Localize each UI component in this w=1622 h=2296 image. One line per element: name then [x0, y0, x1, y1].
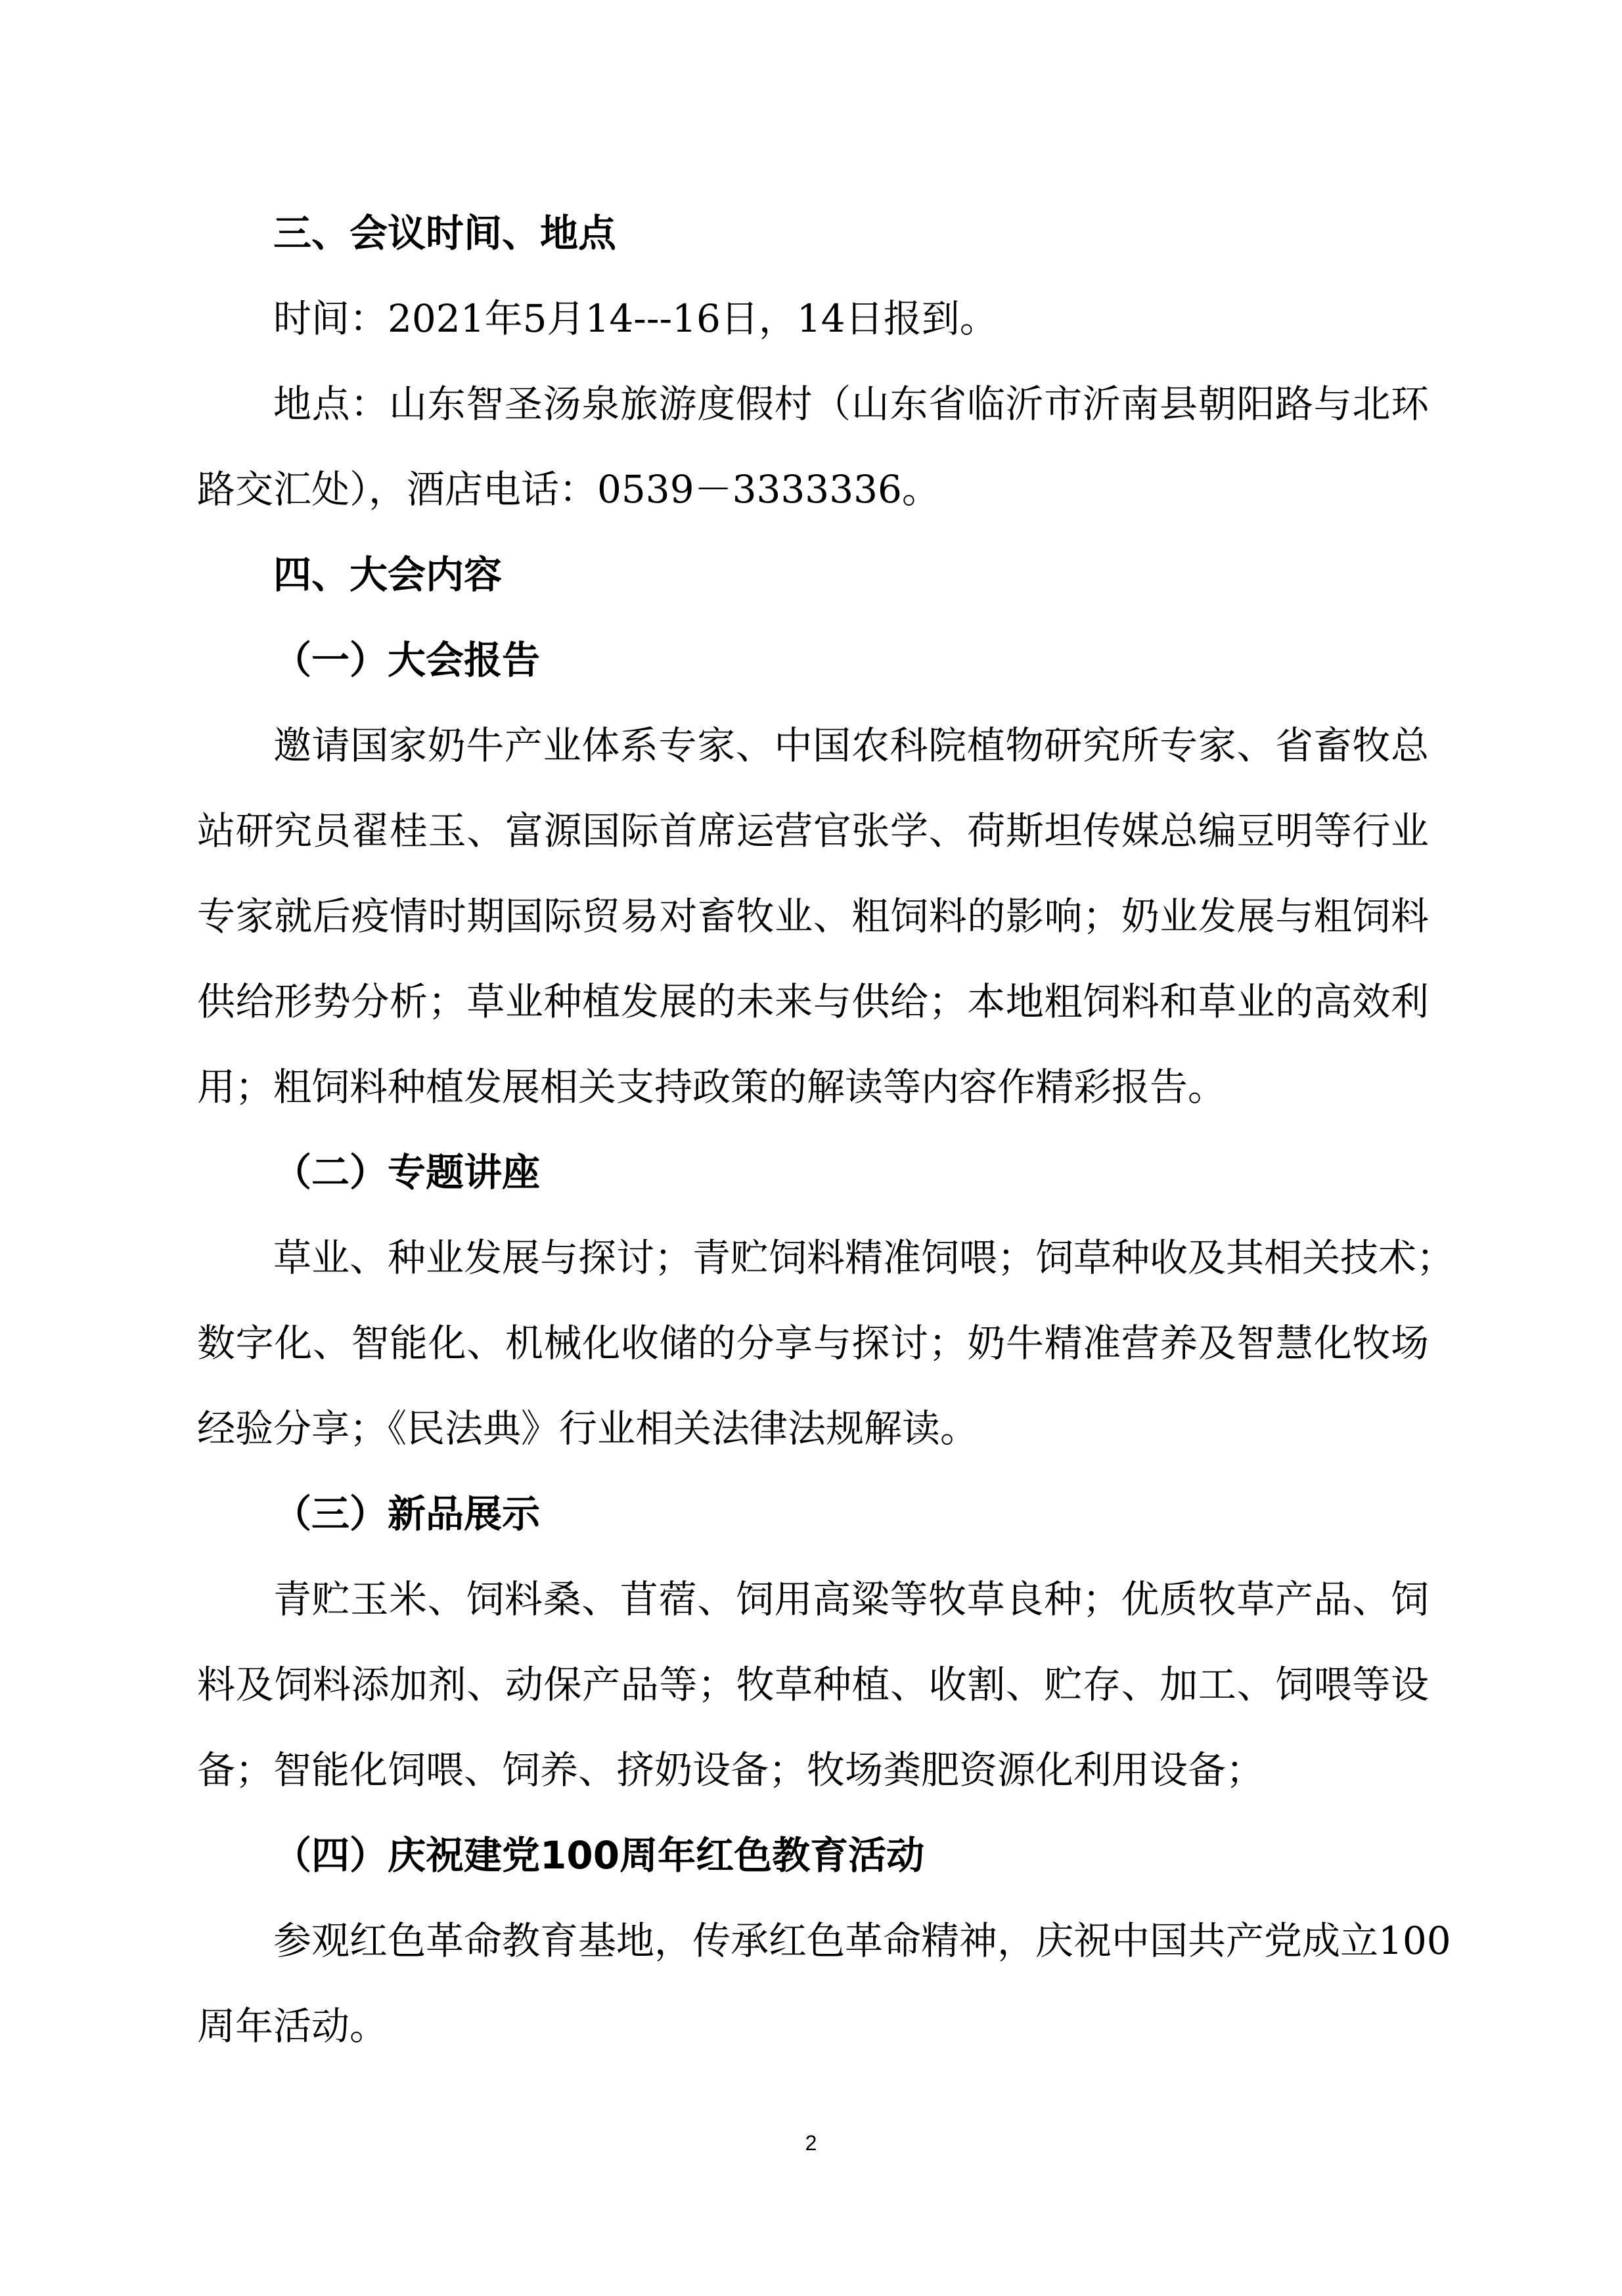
- subsection-1-line-1: 邀请国家奶牛产业体系专家、中国农科院植物研究所专家、省畜牧总: [273, 723, 1429, 768]
- subsection-1-line-5: 用；粗饲料种植发展相关支持政策的解读等内容作精彩报告。: [197, 1065, 1227, 1109]
- meeting-place-line-1: 地点：山东智圣汤泉旅游度假村（山东省临沂市沂南县朝阳路与北环: [273, 382, 1429, 426]
- subsection-2-heading: （二）专题讲座: [273, 1150, 541, 1195]
- subsection-2-line-3: 经验分享；《民法典》行业相关法律法规解读。: [197, 1406, 979, 1451]
- subsection-3-line-3: 备；智能化饲喂、饲养、挤奶设备；牧场粪肥资源化利用设备；: [197, 1748, 1265, 1792]
- subsection-2-line-2: 数字化、智能化、机械化收储的分享与探讨；奶牛精准营养及智慧化牧场: [197, 1321, 1429, 1365]
- subsection-4-line-1: 参观红色革命教育基地，传承红色革命精神，庆祝中国共产党成立100: [273, 1918, 1451, 1963]
- subsection-3-line-1: 青贮玉米、饲料桑、苜蓿、饲用高粱等牧草良种；优质牧草产品、饲: [273, 1577, 1429, 1622]
- subsection-3-heading: （三）新品展示: [273, 1491, 541, 1536]
- document-page: [197, 190, 1455, 2069]
- subsection-3-line-2: 料及饲料添加剂、动保产品等；牧草种植、收割、贮存、加工、饲喂等设: [197, 1662, 1429, 1707]
- section-3-heading: 三、会议时间、地点: [273, 211, 617, 255]
- meeting-place-line-2: 路交汇处），酒店电话：0539－3333336。: [197, 467, 940, 512]
- subsection-1-line-2: 站研究员翟桂玉、富源国际首席运营官张学、荷斯坦传媒总编豆明等行业: [197, 808, 1429, 853]
- subsection-1-line-3: 专家就后疫情时期国际贸易对畜牧业、粗饲料的影响；奶业发展与粗饲料: [197, 894, 1429, 938]
- subsection-4-line-2: 周年活动。: [197, 2004, 388, 2048]
- page-number: 2: [805, 2131, 817, 2155]
- subsection-1-line-4: 供给形势分析；草业种植发展的未来与供给；本地粗饲料和草业的高效利: [197, 979, 1429, 1024]
- subsection-2-line-1: 草业、种业发展与探讨；青贮饲料精准饲喂；饲草种收及其相关技术；: [273, 1235, 1455, 1280]
- section-4-heading: 四、大会内容: [273, 552, 503, 597]
- meeting-time: 时间：2021年5月14---16日，14日报到。: [273, 296, 998, 341]
- subsection-1-heading: （一）大会报告: [273, 638, 541, 682]
- subsection-4-heading: （四）庆祝建党100周年红色教育活动: [273, 1833, 925, 1878]
